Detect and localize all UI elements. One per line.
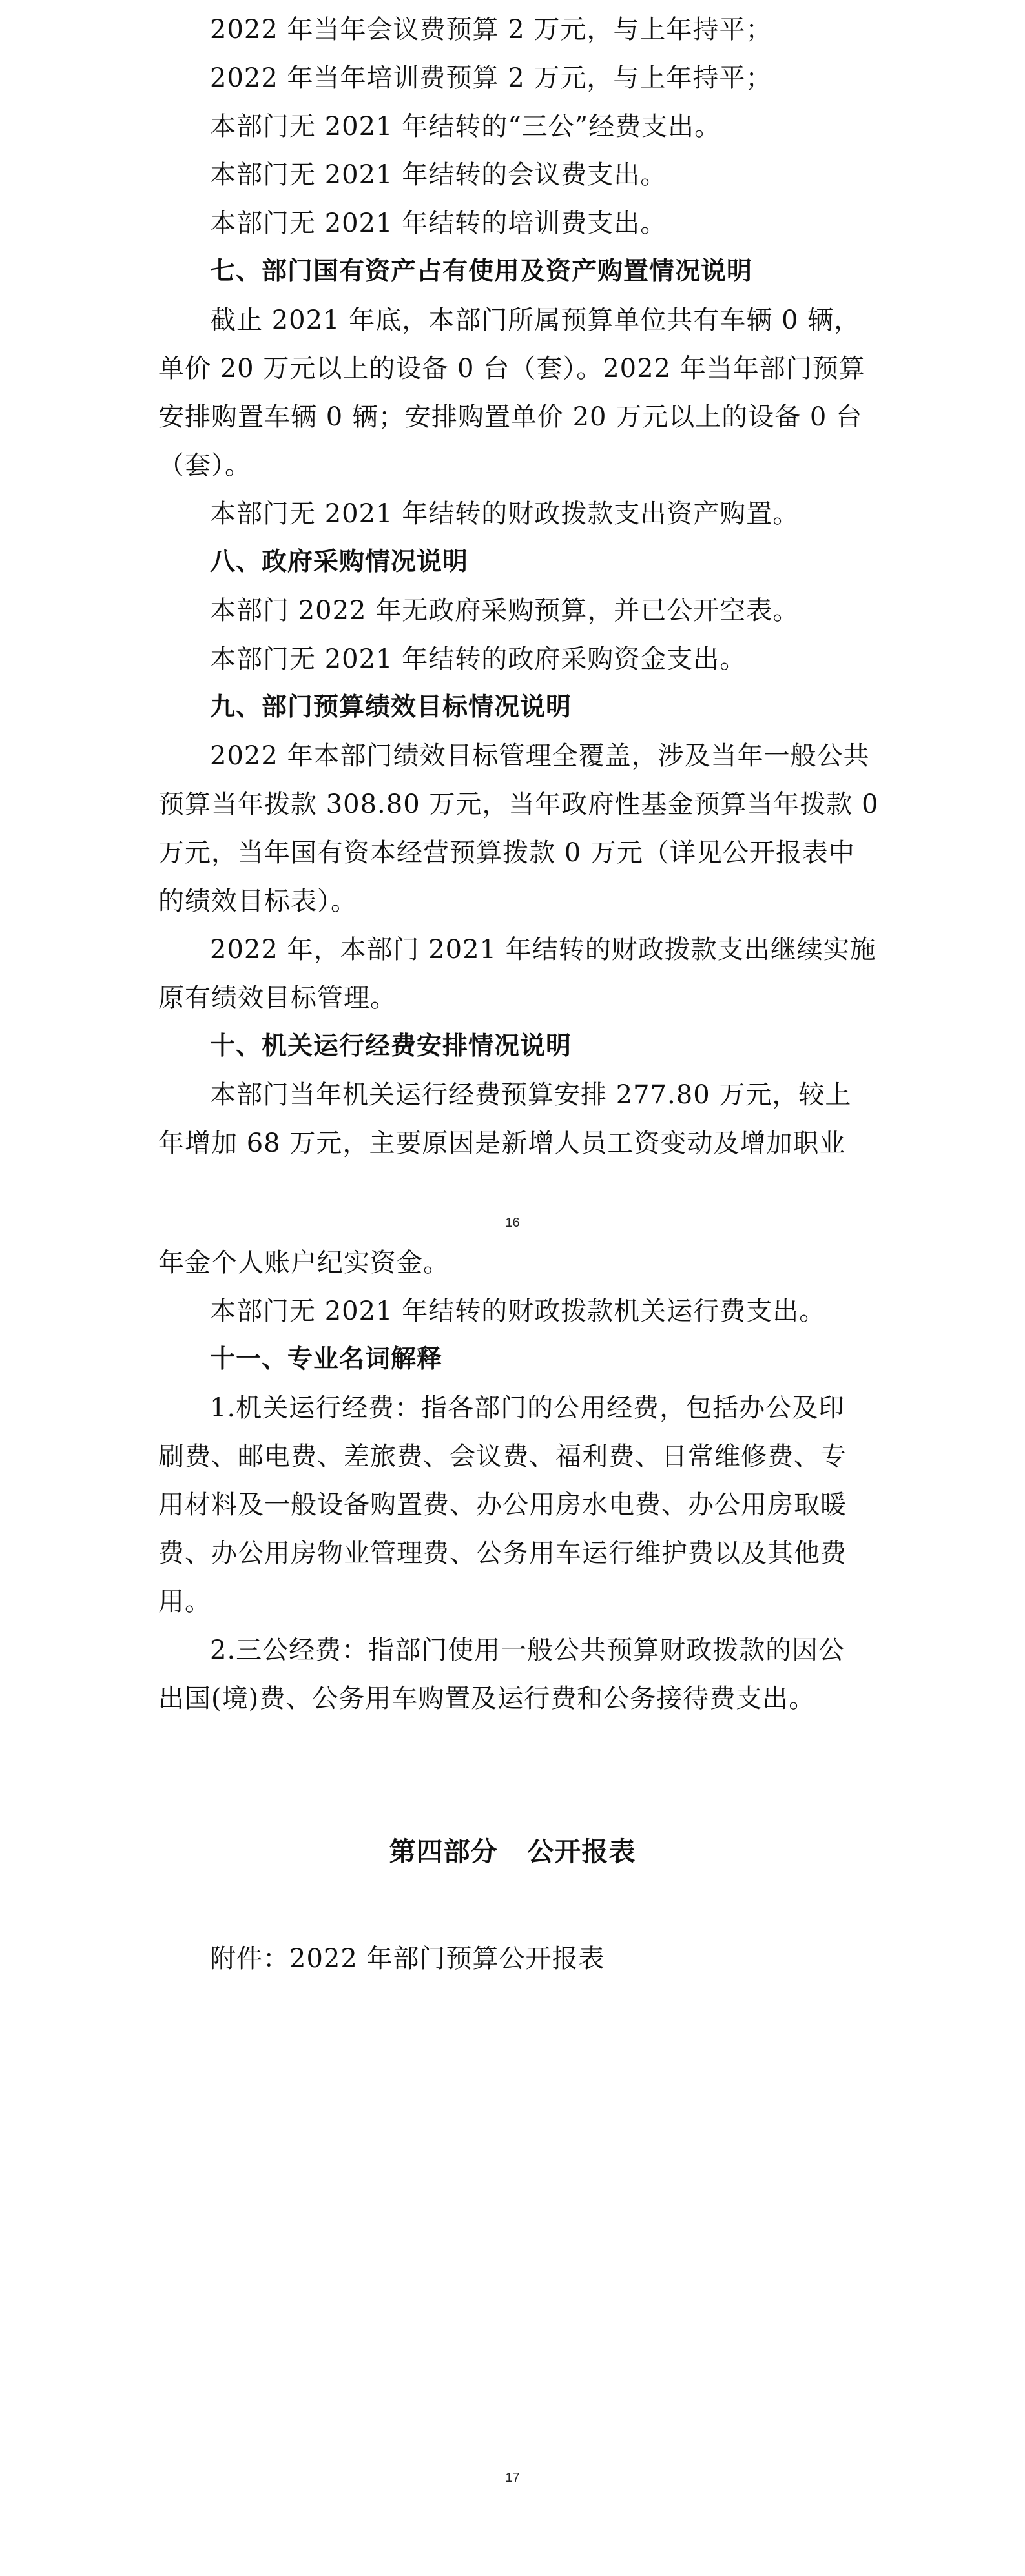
- text-line: 本部门无 2021 年结转的会议费支出。: [210, 160, 667, 190]
- text-line: 本部门 2022 年无政府采购预算，并已公开空表。: [210, 596, 800, 626]
- text-line: 本部门无 2021 年结转的政府采购资金支出。: [210, 644, 747, 674]
- text-line: 本部门无 2021 年结转的“三公”经费支出。: [210, 112, 721, 141]
- text-line: 年金个人账户纪实资金。: [158, 1248, 450, 1278]
- text-line: 本部门无 2021 年结转的财政拨款支出资产购置。: [210, 499, 800, 529]
- text-line: 用。: [158, 1587, 211, 1617]
- text-line: 出国(境)费、公务用车购置及运行费和公务接待费支出。: [158, 1684, 816, 1713]
- section-heading-11: 十一、专业名词解释: [210, 1345, 443, 1374]
- text-line: 预算当年拨款 308.80 万元，当年政府性基金预算当年拨款 0: [158, 790, 879, 819]
- page-number: 16: [505, 1216, 520, 1230]
- text-line: 本部门当年机关运行经费预算安排 277.80 万元，较上: [210, 1080, 852, 1110]
- text-line: 单价 20 万元以上的设备 0 台（套）。2022 年当年部门预算: [158, 354, 865, 383]
- text-line: 年增加 68 万元，主要原因是新增人员工资变动及增加职业: [158, 1129, 846, 1158]
- text-line: 1.机关运行经费：指各部门的公用经费，包括办公及印: [210, 1393, 845, 1423]
- text-line: 2.三公经费：指部门使用一般公共预算财政拨款的因公: [210, 1635, 845, 1665]
- section-heading-7: 七、部门国有资产占有使用及资产购置情况说明: [210, 257, 753, 286]
- text-line: 费、办公用房物业管理费、公务用车运行维护费以及其他费: [158, 1538, 847, 1568]
- section-heading-10: 十、机关运行经费安排情况说明: [210, 1032, 572, 1061]
- text-line: （套）。: [158, 451, 251, 480]
- text-line: 2022 年当年培训费预算 2 万元，与上年持平；: [210, 63, 772, 93]
- text-line: 2022 年，本部门 2021 年结转的财政拨款支出继续实施: [210, 935, 876, 965]
- text-line: 安排购置车辆 0 辆；安排购置单价 20 万元以上的设备 0 台: [158, 402, 863, 432]
- text-line: 的绩效目标表）。: [158, 886, 357, 916]
- page-number: 17: [505, 2471, 520, 2485]
- text-line: 本部门无 2021 年结转的财政拨款机关运行费支出。: [210, 1296, 826, 1326]
- section-heading-9: 九、部门预算绩效目标情况说明: [210, 693, 572, 722]
- document-page-17: [0, 1214, 1025, 2576]
- text-line: 用材料及一般设备购置费、办公用房水电费、办公用房取暖: [158, 1490, 847, 1520]
- text-line: 原有绩效目标管理。: [158, 983, 397, 1013]
- section-heading-8: 八、政府采购情况说明: [210, 547, 469, 577]
- text-line: 万元，当年国有资本经营预算拨款 0 万元（详见公开报表中: [158, 838, 855, 868]
- part-title: 第四部分 公开报表: [389, 1836, 636, 1867]
- attachment-line: 附件：2022 年部门预算公开报表: [210, 1944, 605, 1974]
- text-line: 2022 年当年会议费预算 2 万元，与上年持平；: [210, 15, 772, 45]
- text-line: 2022 年本部门绩效目标管理全覆盖，涉及当年一般公共: [210, 741, 870, 771]
- document-page-16: [0, 0, 1025, 1230]
- text-line: 截止 2021 年底，本部门所属预算单位共有车辆 0 辆，: [210, 305, 861, 335]
- text-line: 刷费、邮电费、差旅费、会议费、福利费、日常维修费、专: [158, 1442, 847, 1471]
- text-line: 本部门无 2021 年结转的培训费支出。: [210, 209, 667, 238]
